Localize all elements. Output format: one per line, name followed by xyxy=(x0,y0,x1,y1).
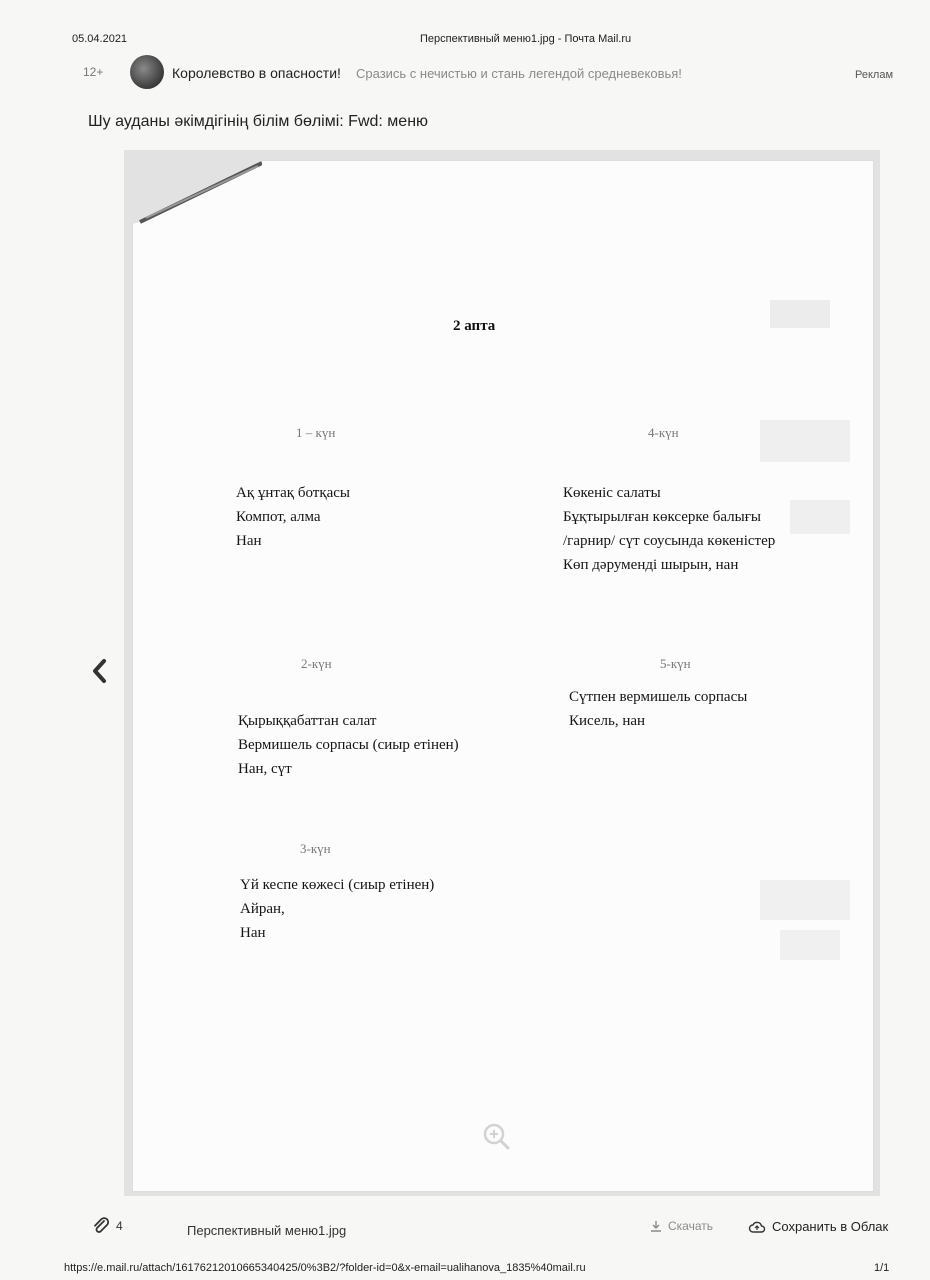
print-date: 05.04.2021 xyxy=(72,33,128,45)
email-subject: Шу ауданы әкімдігінің білім бөлімі: Fwd: меню xyxy=(88,113,429,130)
day-4-menu xyxy=(563,481,775,577)
print-url: https://e.mail.ru/attach/16176212010665340425/0%3B2/?folder-id=0&x-email=ualihanova_1835%40mail.ru xyxy=(64,1262,586,1274)
age-rating-badge: 12+ xyxy=(83,65,104,79)
ad-brand-link[interactable]: Королевство в опасности! xyxy=(172,65,341,81)
list-item: Нан xyxy=(240,925,266,941)
print-page-title: Перспективный меню1.jpg - Почта Mail.ru xyxy=(420,33,632,45)
print-page-number: 1/1 xyxy=(874,1262,890,1274)
download-button[interactable] xyxy=(650,1219,713,1233)
list-item: Нан xyxy=(236,533,262,549)
day-4-label: 4-күн xyxy=(648,425,679,440)
attachments-count[interactable]: 4 xyxy=(116,1219,123,1233)
day-1-label: 1 – күн xyxy=(296,425,336,440)
chevron-left-icon[interactable] xyxy=(88,656,112,686)
ad-logo-icon[interactable] xyxy=(130,55,164,89)
save-to-cloud-button[interactable] xyxy=(748,1219,888,1234)
save-label: Сохранить в Облак xyxy=(772,1219,889,1234)
list-item: /гарнир/ сүт соусында көкеністер xyxy=(563,533,776,549)
day-5-menu xyxy=(569,685,747,733)
ad-text[interactable]: Сразись с нечистью и стань легендой средневековья! xyxy=(356,66,682,81)
day-1-menu xyxy=(236,481,350,553)
list-item: Ақ ұнтақ ботқасы xyxy=(236,485,351,501)
day-3-menu xyxy=(240,873,434,945)
day-5-label: 5-күн xyxy=(660,656,691,671)
download-label: Скачать xyxy=(668,1219,713,1233)
folded-corner xyxy=(132,160,262,230)
zoom-in-icon[interactable] xyxy=(482,1122,512,1152)
list-item: Компот, алма xyxy=(236,509,321,525)
download-icon xyxy=(650,1220,662,1232)
attachment-file-name: Перспективный меню1.jpg xyxy=(187,1223,347,1238)
day-2-label: 2-күн xyxy=(301,656,332,671)
paperclip-icon[interactable] xyxy=(92,1217,110,1235)
day-3-label: 3-күн xyxy=(300,841,331,856)
cloud-icon xyxy=(748,1220,766,1234)
week-title: 2 апта xyxy=(453,318,496,334)
day-2-menu xyxy=(238,709,459,781)
list-item: Үй кеспе көжесі (сиыр етінен) xyxy=(240,877,435,893)
list-item: Сүтпен вермишель сорпасы xyxy=(569,689,748,705)
list-item: Айран, xyxy=(240,901,285,917)
list-item: Көкеніс салаты xyxy=(563,485,661,501)
ad-label: Реклам xyxy=(855,69,894,81)
list-item: Бұқтырылған көксерке балығы xyxy=(563,509,761,525)
list-item: Нан, сүт xyxy=(238,761,292,777)
list-item: Вермишель сорпасы (сиыр етінен) xyxy=(238,737,459,753)
bleed-through-marks xyxy=(560,300,860,980)
list-item: Көп дәруменді шырын, нан xyxy=(563,557,739,573)
list-item: Қырыққабаттан салат xyxy=(238,713,377,729)
list-item: Кисель, нан xyxy=(569,713,646,729)
